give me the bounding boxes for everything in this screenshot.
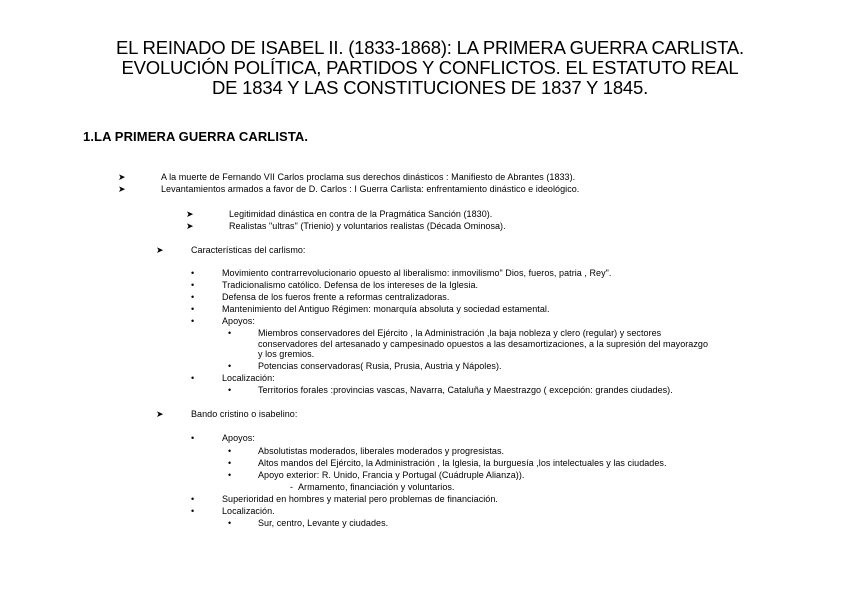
list-item: Apoyos: xyxy=(222,316,255,326)
bullet-marker: • xyxy=(228,328,232,338)
list-item-continuation: y los gremios. xyxy=(258,349,315,359)
bullet-marker: • xyxy=(191,280,195,290)
list-item: Sur, centro, Levante y ciudades. xyxy=(258,518,389,528)
list-item: Apoyo exterior: R. Unido, Francia y Portugal (Cuádruple Alianza)). xyxy=(258,470,525,480)
list-item: Apoyos: xyxy=(222,433,255,443)
list-item: Territorios forales :provincias vascas, Navarra, Cataluña y Maestrazgo ( excepción: grandes ciudades). xyxy=(258,385,673,395)
list-item: Localización. xyxy=(222,506,275,516)
bullet-marker: • xyxy=(191,373,195,383)
bullet-marker: • xyxy=(228,518,232,528)
section-heading: 1.LA PRIMERA GUERRA CARLISTA. xyxy=(83,129,309,144)
list-item-continuation: conservadores del artesanado y campesinado opuestos a las desamortizaciones, a la supresión del mayorazgo xyxy=(258,339,709,349)
title-line-2: EVOLUCIÓN POLÍTICA, PARTIDOS Y CONFLICTOS. EL ESTATUTO REAL xyxy=(121,57,739,78)
bullet-marker: • xyxy=(228,446,232,456)
subheading: Bando cristino o isabelino: xyxy=(191,409,298,419)
bullet-marker: • xyxy=(191,494,195,504)
title-line-3: DE 1834 Y LAS CONSTITUCIONES DE 1837 Y 1845. xyxy=(211,77,649,98)
bullet-marker: • xyxy=(191,304,195,314)
bullet-marker: • xyxy=(191,506,195,516)
arrow-marker: ➤ xyxy=(186,221,194,231)
arrow-marker: ➤ xyxy=(118,184,126,194)
list-item: Defensa de los fueros frente a reformas centralizadoras. xyxy=(222,292,450,302)
bullet-marker: • xyxy=(228,385,232,395)
title-line-1: EL REINADO DE ISABEL II. (1833-1868): LA PRIMERA GUERRA CARLISTA. xyxy=(116,37,744,58)
list-item: Potencias conservadoras( Rusia, Prusia, Austria y Nápoles). xyxy=(258,361,502,371)
list-item: Levantamientos armados a favor de D. Carlos : I Guerra Carlista: enfrentamiento dinástico e ideológico. xyxy=(161,184,580,194)
list-item: Miembros conservadores del Ejército , la Administración ,la baja nobleza y clero (regular) y sectores xyxy=(258,328,662,338)
list-item: A la muerte de Fernando VII Carlos proclama sus derechos dinásticos : Manifiesto de Abrantes (1833). xyxy=(161,172,576,182)
list-item: Mantenimiento del Antiguo Régimen: monarquía absoluta y sociedad estamental. xyxy=(222,304,550,314)
bullet-marker: • xyxy=(191,268,195,278)
subheading: Características del carlismo: xyxy=(191,245,306,255)
bullet-marker: • xyxy=(191,316,195,326)
arrow-marker: ➤ xyxy=(156,409,164,419)
dash-marker: - xyxy=(290,482,294,492)
list-item: Armamento, financiación y voluntarios. xyxy=(298,482,455,492)
bullet-marker: • xyxy=(228,361,232,371)
arrow-marker: ➤ xyxy=(186,209,194,219)
list-item: Superioridad en hombres y material pero problemas de financiación. xyxy=(222,494,498,504)
arrow-marker: ➤ xyxy=(156,245,164,255)
list-item: Altos mandos del Ejército, la Administración , la Iglesia, la burguesía ,los intelectuales y las ciudades. xyxy=(258,458,667,468)
bullet-marker: • xyxy=(191,433,195,443)
list-item: Localización: xyxy=(222,373,275,383)
list-item: Realistas "ultras" (Trienio) y voluntarios realistas (Década Ominosa). xyxy=(229,221,506,231)
list-item: Absolutistas moderados, liberales moderados y progresistas. xyxy=(258,446,505,456)
list-item: Tradicionalismo católico. Defensa de los intereses de la Iglesia. xyxy=(222,280,479,290)
list-item: Legitimidad dinástica en contra de la Pragmática Sanción (1830). xyxy=(229,209,493,219)
list-item: Movimiento contrarrevolucionario opuesto al liberalismo: inmovilismo" Dios, fueros, patria , Rey". xyxy=(222,268,612,278)
bullet-marker: • xyxy=(228,458,232,468)
document-title xyxy=(60,38,800,98)
bullet-marker: • xyxy=(228,470,232,480)
arrow-marker: ➤ xyxy=(118,172,126,182)
bullet-marker: • xyxy=(191,292,195,302)
